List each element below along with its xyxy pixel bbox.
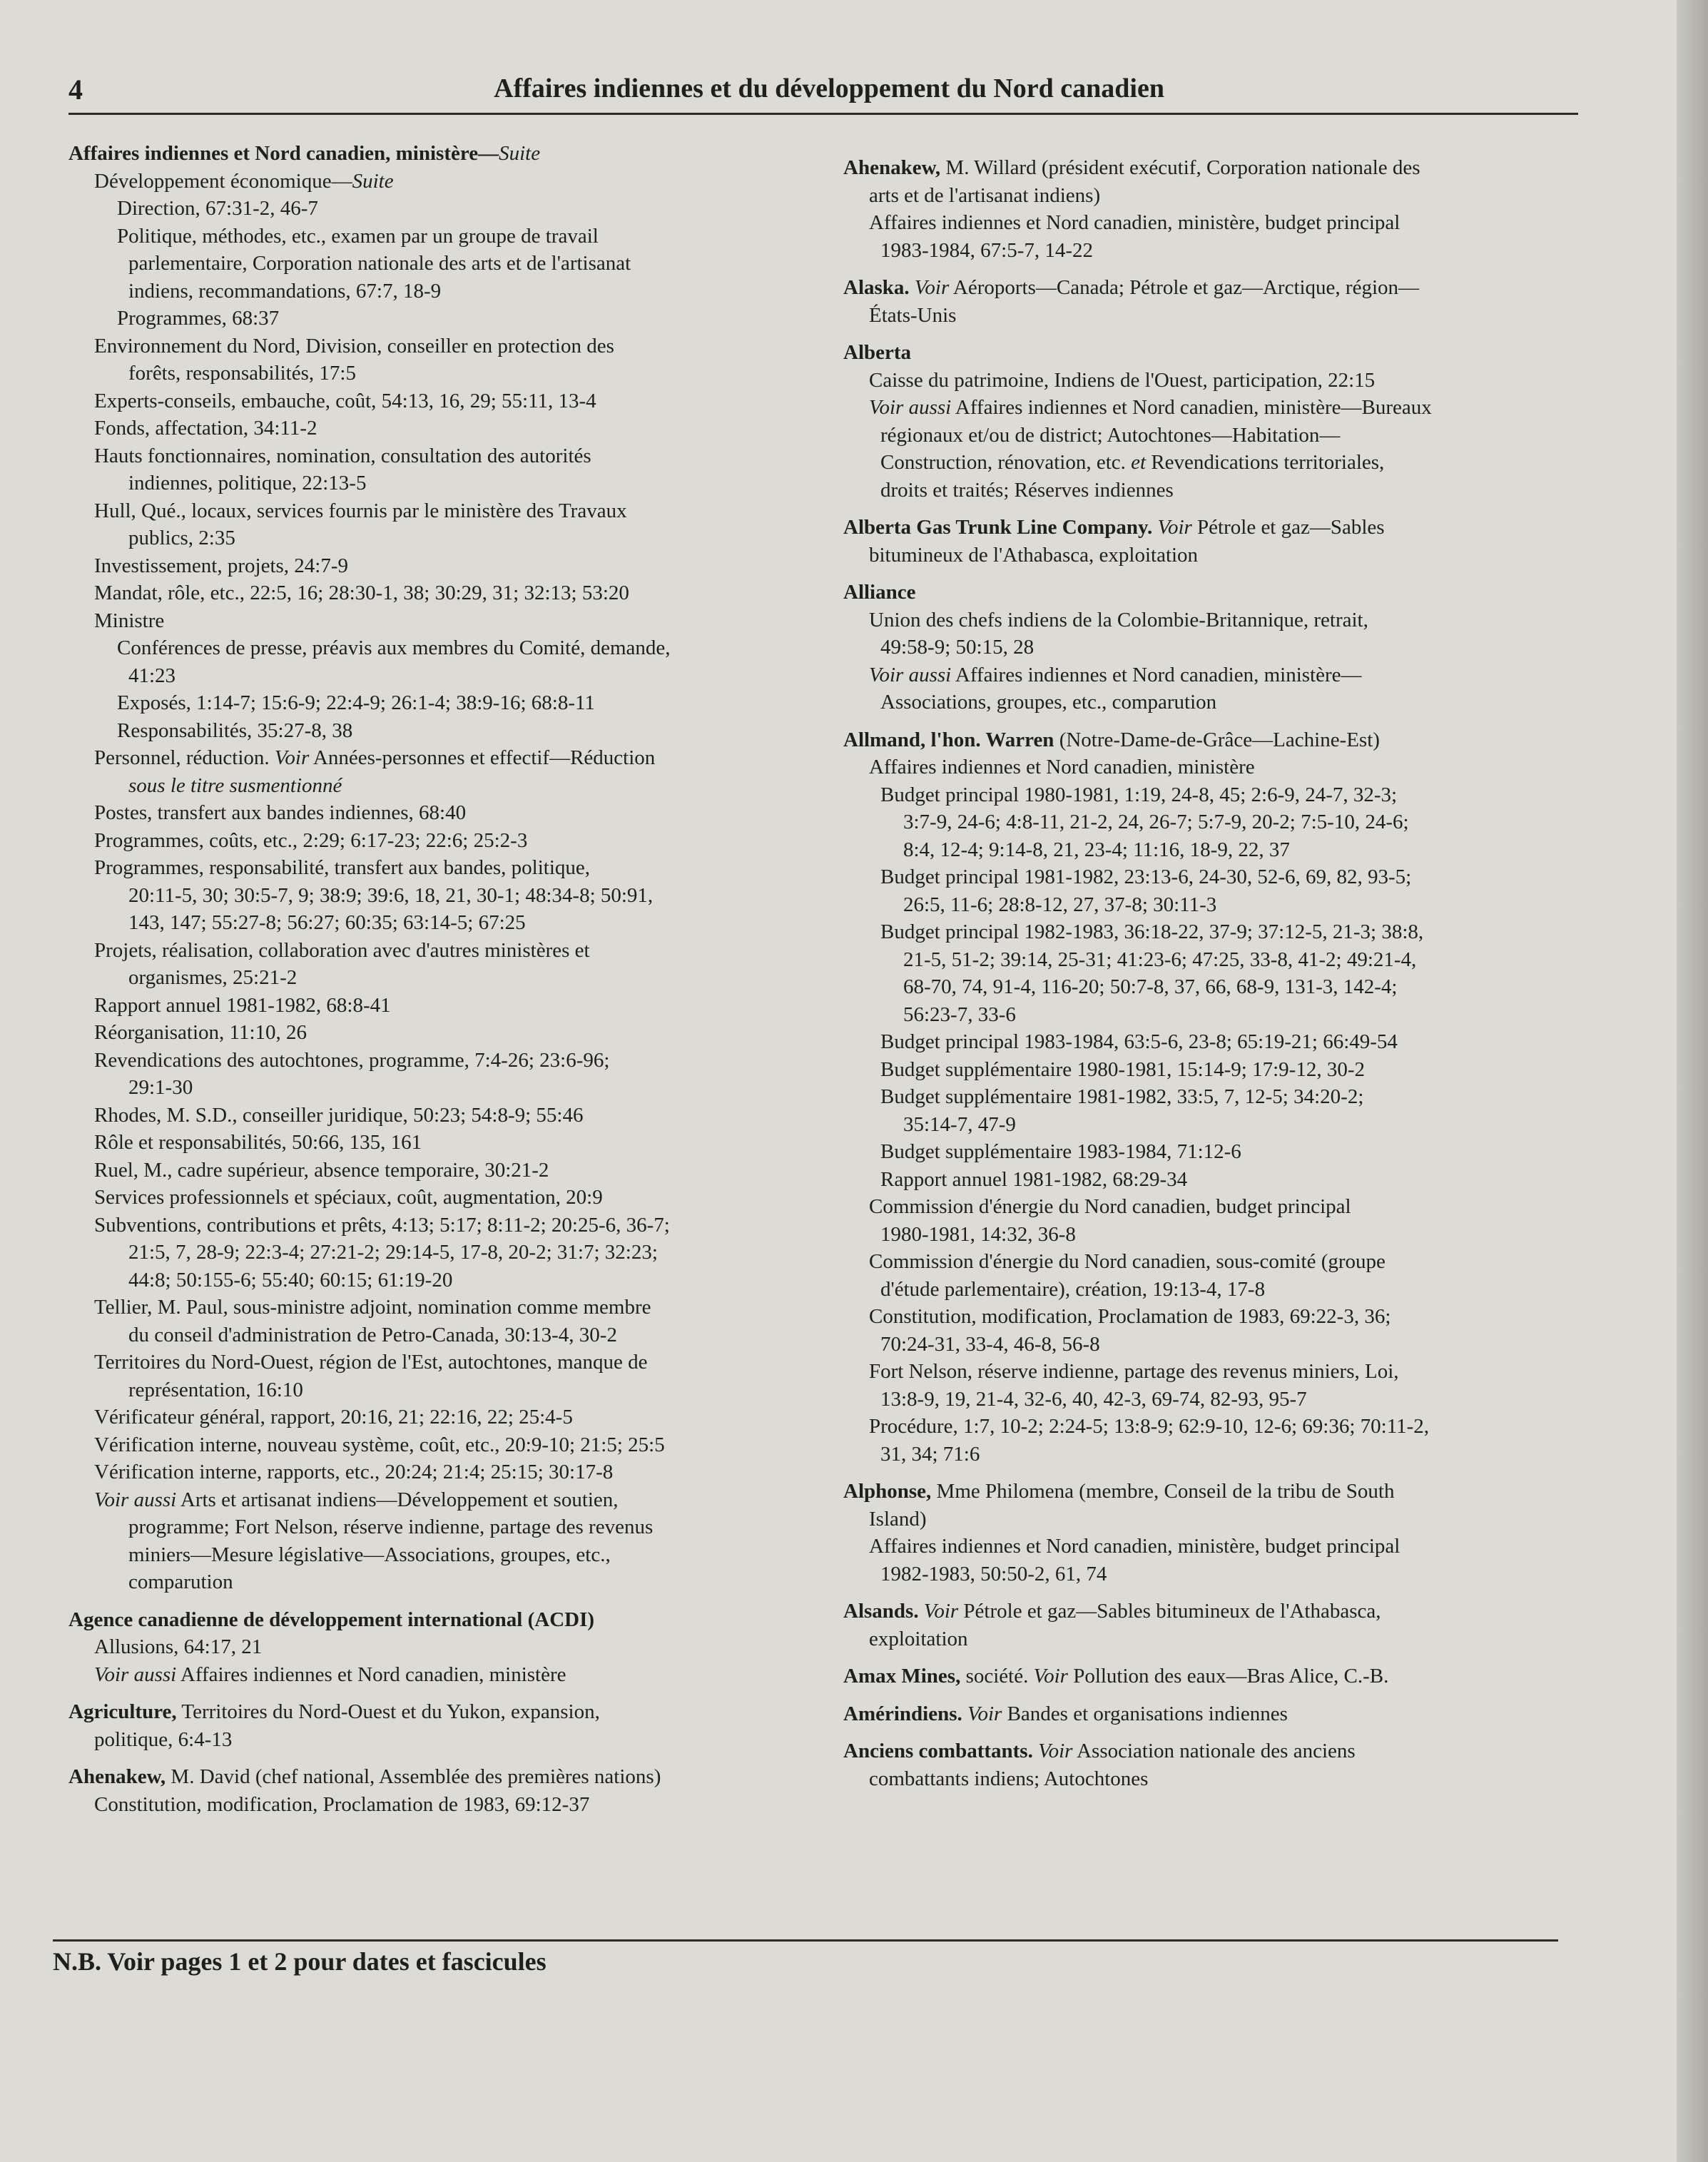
index-line <box>68 387 818 415</box>
index-italic-ref: Voir aussi <box>94 1663 177 1686</box>
index-line <box>68 360 818 387</box>
index-text: Développement économique— <box>94 169 352 193</box>
index-text: Affaires indiennes et Nord canadien, ministère—Bureaux <box>951 396 1432 419</box>
index-line <box>843 891 1578 919</box>
index-line <box>68 223 818 250</box>
index-line <box>68 195 818 223</box>
index-text: Investissement, projets, 24:7-9 <box>94 554 349 577</box>
index-text: 21-5, 51-2; 39:14, 25-31; 41:23-6; 47:25, 33-8, 41-2; 49:21-4, <box>903 948 1417 971</box>
index-text: du conseil d'administration de Petro-Canada, 30:13-4, 30-2 <box>128 1323 617 1346</box>
index-line <box>68 305 818 333</box>
index-text: 26:5, 11-6; 28:8-12, 27, 37-8; 30:11-3 <box>903 893 1217 916</box>
index-line <box>68 937 818 965</box>
index-text: Budget supplémentaire 1981-1982, 33:5, 7, 12-5; 34:20-2; <box>880 1085 1364 1108</box>
index-line <box>843 1441 1578 1468</box>
index-line <box>843 1737 1578 1765</box>
index-line <box>68 1568 818 1596</box>
index-line <box>68 1321 818 1349</box>
index-text: Hull, Qué., locaux, services fournis par le ministère des Travaux <box>94 499 627 522</box>
index-line <box>68 772 818 800</box>
index-line <box>843 1560 1578 1588</box>
index-line <box>68 1726 818 1754</box>
index-text: Direction, 67:31-2, 46-7 <box>117 197 318 220</box>
index-text: (Notre-Dame-de-Grâce—Lachine-Est) <box>1054 728 1380 751</box>
index-heading: Alberta <box>843 341 912 364</box>
index-line <box>843 1331 1578 1359</box>
index-text: Rôle et responsabilités, 50:66, 135, 161 <box>94 1131 422 1154</box>
index-text: Affaires indiennes et Nord canadien, ministère, budget principal <box>869 211 1401 234</box>
index-italic-ref: Suite <box>352 169 394 193</box>
index-line <box>843 1083 1578 1111</box>
index-line <box>68 1541 818 1569</box>
index-text: 56:23-7, 33-6 <box>903 1003 1016 1026</box>
index-italic-ref: Voir <box>1033 1665 1068 1688</box>
index-line <box>68 1074 818 1102</box>
index-text: Affaires indiennes et Nord canadien, ministère, budget principal <box>869 1535 1401 1558</box>
index-text: Réorganisation, 11:10, 26 <box>94 1021 307 1044</box>
index-line <box>843 781 1578 809</box>
index-text: 35:14-7, 47-9 <box>903 1112 1016 1136</box>
index-text: Experts-conseils, embauche, coût, 54:13, 16, 29; 55:11, 13-4 <box>94 389 596 412</box>
index-line <box>843 1248 1578 1276</box>
index-text: Rapport annuel 1981-1982, 68:29-34 <box>880 1167 1188 1191</box>
index-text: Budget principal 1983-1984, 63:5-6, 23-8; 65:19-21; 66:49-54 <box>880 1030 1398 1053</box>
index-line <box>68 854 818 882</box>
index-line <box>843 1001 1578 1029</box>
index-text: 143, 147; 55:27-8; 56:27; 60:35; 63:14-5; 67:25 <box>128 911 526 934</box>
index-heading: Affaires indiennes et Nord canadien, ministère— <box>68 142 499 165</box>
index-line <box>68 882 818 910</box>
index-line <box>843 1028 1578 1056</box>
index-text: Subventions, contributions et prêts, 4:13; 5:17; 8:11-2; 20:25-6, 36-7; <box>94 1213 670 1237</box>
index-text: Programmes, coûts, etc., 2:29; 6:17-23; 22:6; 25:2-3 <box>94 828 528 852</box>
index-line <box>68 607 818 635</box>
index-text: Exposés, 1:14-7; 15:6-9; 22:4-9; 26:1-4; 38:9-16; 68:8-11 <box>117 691 595 714</box>
index-line <box>68 1458 818 1486</box>
index-text: miniers—Mesure législative—Associations, groupes, etc., <box>128 1543 611 1566</box>
index-line <box>843 1765 1578 1793</box>
index-text: Affaires indiennes et Nord canadien, ministère <box>176 1663 566 1686</box>
index-line <box>843 542 1578 569</box>
index-line <box>68 1294 818 1321</box>
index-line <box>68 278 818 305</box>
index-line <box>843 1056 1578 1084</box>
index-text: indiennes, politique, 22:13-5 <box>128 472 367 494</box>
index-line <box>68 1129 818 1157</box>
index-text: Commission d'énergie du Nord canadien, sous-comité (groupe <box>869 1250 1386 1273</box>
index-italic-ref: Suite <box>499 142 541 165</box>
running-title: Affaires indiennes et du développement du Nord canadien <box>494 73 1164 103</box>
index-text: comparution <box>128 1570 233 1593</box>
index-italic-ref: Voir <box>1152 516 1192 539</box>
index-line <box>68 634 818 662</box>
index-line <box>68 552 818 580</box>
index-text: Vérification interne, nouveau système, coût, etc., 20:9-10; 21:5; 25:5 <box>94 1433 665 1456</box>
header-rule <box>68 113 1578 115</box>
index-line <box>68 662 818 690</box>
index-heading: Alliance <box>843 581 916 604</box>
index-line <box>843 1663 1578 1690</box>
index-line <box>68 1633 818 1661</box>
index-text: Projets, réalisation, collaboration avec d'autres ministères et <box>94 938 590 962</box>
index-line <box>843 1533 1578 1560</box>
index-text: Responsabilités, 35:27-8, 38 <box>117 719 353 742</box>
index-text: combattants indiens; Autochtones <box>869 1767 1149 1790</box>
page-header <box>68 68 1578 118</box>
index-text: 70:24-31, 33-4, 46-8, 56-8 <box>880 1332 1100 1356</box>
index-text: Conférences de presse, préavis aux membres du Comité, demande, <box>117 636 671 659</box>
index-line <box>843 1193 1578 1221</box>
index-heading: Allmand, l'hon. Warren <box>843 728 1054 751</box>
index-text: régionaux et/ou de district; Autochtones—Habitation— <box>880 423 1341 447</box>
index-text: Rapport annuel 1981-1982, 68:8-41 <box>94 993 391 1017</box>
index-text: Programmes, 68:37 <box>117 307 280 330</box>
index-text: forêts, responsabilités, 17:5 <box>128 362 356 385</box>
index-text: Island) <box>869 1507 927 1531</box>
index-text: 68-70, 74, 91-4, 116-20; 50:7-8, 37, 66, 68-9, 131-3, 142-4; <box>903 975 1398 998</box>
index-line <box>843 237 1578 265</box>
index-text: Caisse du patrimoine, Indiens de l'Ouest, participation, 22:15 <box>869 368 1376 392</box>
index-line <box>68 799 818 827</box>
index-line <box>843 367 1578 395</box>
index-text: 41:23 <box>128 664 176 687</box>
index-line <box>843 973 1578 1001</box>
index-text: Ruel, M., cadre supérieur, absence temporaire, 30:21-2 <box>94 1158 549 1182</box>
index-line <box>68 250 818 278</box>
index-heading: Ahenakew, <box>843 156 941 179</box>
index-text: Postes, transfert aux bandes indiennes, 68:40 <box>94 801 467 824</box>
index-line <box>68 1486 818 1514</box>
index-line <box>68 1404 818 1431</box>
index-text: Mandat, rôle, etc., 22:5, 16; 28:30-1, 38; 30:29, 31; 32:13; 53:20 <box>94 582 629 604</box>
index-line <box>68 689 818 717</box>
index-text: Années-personnes et effectif—Réduction <box>309 746 656 769</box>
index-line <box>68 470 818 497</box>
index-text: Commission d'énergie du Nord canadien, budget principal <box>869 1195 1351 1218</box>
index-text: Vérification interne, rapports, etc., 20:24; 21:4; 25:15; 30:17-8 <box>94 1461 614 1483</box>
index-text: Budget supplémentaire 1983-1984, 71:12-6 <box>880 1140 1241 1163</box>
index-line <box>68 579 818 607</box>
index-text: États-Unis <box>869 303 957 327</box>
index-italic-ref: Voir aussi <box>869 396 952 419</box>
index-line <box>843 514 1578 542</box>
index-line <box>843 449 1578 477</box>
index-line <box>843 274 1578 302</box>
index-line <box>68 1212 818 1239</box>
index-line <box>68 744 818 772</box>
index-heading: Alaska. <box>843 276 910 299</box>
index-italic-ref: et <box>1131 451 1147 474</box>
index-text: Affaires indiennes et Nord canadien, ministère— <box>951 663 1362 686</box>
index-text: Hauts fonctionnaires, nomination, consultation des autorités <box>94 444 591 467</box>
index-line <box>843 154 1578 182</box>
index-line <box>68 415 818 442</box>
index-line <box>68 140 818 168</box>
index-line <box>68 1513 818 1541</box>
index-line <box>68 1184 818 1212</box>
index-heading: Alsands. <box>843 1600 919 1623</box>
index-text: Union des chefs indiens de la Colombie-Britannique, retrait, <box>869 608 1368 631</box>
index-text: droits et traités; Réserves indiennes <box>880 478 1174 502</box>
index-text: Personnel, réduction. <box>94 746 275 769</box>
index-line <box>843 918 1578 946</box>
index-text: Pétrole et gaz—Sables <box>1191 516 1385 539</box>
index-text: Allusions, 64:17, 21 <box>94 1635 263 1658</box>
index-line <box>68 1376 818 1404</box>
index-line <box>843 339 1578 367</box>
index-text: Territoires du Nord-Ouest et du Yukon, expansion, <box>176 1700 600 1723</box>
index-heading: Alberta Gas Trunk Line Company. <box>843 516 1153 539</box>
index-line <box>843 209 1578 237</box>
index-line <box>843 1625 1578 1653</box>
index-text: 49:58-9; 50:15, 28 <box>880 636 1035 659</box>
index-text: Revendications territoriales, <box>1146 451 1385 474</box>
index-line <box>843 1303 1578 1331</box>
index-text: publics, 2:35 <box>128 527 235 549</box>
index-italic-ref: Voir <box>909 276 950 299</box>
index-text: bitumineux de l'Athabasca, exploitation <box>869 543 1199 567</box>
index-line <box>68 1763 818 1791</box>
index-text: 1983-1984, 67:5-7, 14-22 <box>880 238 1094 262</box>
index-line <box>843 1386 1578 1414</box>
index-line <box>843 661 1578 689</box>
index-heading: Anciens combattants. <box>843 1740 1033 1762</box>
index-italic-ref: sous le titre susmentionné <box>128 773 342 797</box>
index-text: Mme Philomena (membre, Conseil de la tribu de South <box>931 1480 1395 1503</box>
index-text: Associations, groupes, etc., comparution <box>880 691 1217 714</box>
index-text: Arts et artisanat indiens—Développement et soutien, <box>176 1488 619 1511</box>
index-italic-ref: Voir aussi <box>94 1488 177 1511</box>
index-text: Budget principal 1982-1983, 36:18-22, 37-9; 37:12-5, 21-3; 38:8, <box>880 920 1424 943</box>
index-line <box>68 1349 818 1376</box>
right-index-column <box>843 154 1578 1792</box>
index-text: exploitation <box>869 1627 968 1650</box>
index-line <box>68 1102 818 1130</box>
index-text: programme; Fort Nelson, réserve indienne, partage des revenus <box>128 1516 654 1538</box>
index-text: Rhodes, M. S.D., conseiller juridique, 50:23; 54:8-9; 55:46 <box>94 1103 584 1127</box>
index-line <box>68 992 818 1020</box>
index-line <box>68 1661 818 1689</box>
index-line <box>843 836 1578 864</box>
index-text: Budget principal 1981-1982, 23:13-6, 24-30, 52-6, 69, 82, 93-5; <box>880 866 1412 888</box>
index-line <box>68 524 818 552</box>
index-text: Pétrole et gaz—Sables bitumineux de l'Athabasca, <box>958 1600 1381 1623</box>
index-text: Procédure, 1:7, 10-2; 2:24-5; 13:8-9; 62:9-10, 12-6; 69:36; 70:11-2, <box>869 1415 1430 1438</box>
index-line <box>68 1239 818 1267</box>
index-line <box>68 1019 818 1047</box>
index-text: Pollution des eaux—Bras Alice, C.-B. <box>1067 1665 1389 1688</box>
index-text: M. David (chef national, Assemblée des premières nations) <box>166 1765 661 1788</box>
index-line <box>843 1111 1578 1139</box>
index-line <box>843 182 1578 210</box>
index-text: 44:8; 50:155-6; 55:40; 60:15; 61:19-20 <box>128 1268 453 1291</box>
index-heading: Amérindiens. <box>843 1702 962 1725</box>
index-text: Fonds, affectation, 34:11-2 <box>94 417 317 440</box>
index-text: Tellier, M. Paul, sous-ministre adjoint, nomination comme membre <box>94 1296 651 1319</box>
index-line <box>843 607 1578 634</box>
index-heading: Ahenakew, <box>68 1765 166 1788</box>
index-text: Fort Nelson, réserve indienne, partage des revenus miniers, Loi, <box>869 1360 1399 1383</box>
index-text: arts et de l'artisanat indiens) <box>869 183 1101 207</box>
index-heading: Agence canadienne de développement international (ACDI) <box>68 1608 595 1631</box>
index-text: politique, 6:4-13 <box>94 1727 233 1751</box>
index-line <box>843 689 1578 716</box>
index-line <box>843 1700 1578 1728</box>
index-text: Constitution, modification, Proclamation de 1983, 69:12-37 <box>94 1792 590 1816</box>
index-line <box>843 1166 1578 1194</box>
index-line <box>68 497 818 525</box>
page-edge <box>1677 0 1708 2162</box>
index-line <box>843 946 1578 974</box>
index-text: organismes, 25:21-2 <box>128 966 298 989</box>
left-index-column <box>68 140 818 1818</box>
index-text: d'étude parlementaire), création, 19:13-4, 17-8 <box>880 1277 1266 1301</box>
index-text: société. <box>960 1665 1034 1688</box>
index-line <box>843 808 1578 836</box>
index-text: indiens, recommandations, 67:7, 18-9 <box>128 279 442 303</box>
index-text: 3:7-9, 24-6; 4:8-11, 21-2, 24, 26-7; 5:7-9, 20-2; 7:5-10, 24-6; <box>903 811 1409 833</box>
index-text: Aéroports—Canada; Pétrole et gaz—Arctique, région— <box>949 276 1420 299</box>
index-text: Constitution, modification, Proclamation de 1983, 69:22-3, 36; <box>869 1305 1391 1328</box>
index-text: 20:11-5, 30; 30:5-7, 9; 38:9; 39:6, 18, 21, 30-1; 48:34-8; 50:91, <box>128 883 654 907</box>
index-line <box>68 1267 818 1294</box>
index-text: Construction, rénovation, etc. <box>880 451 1132 474</box>
index-text: parlementaire, Corporation nationale des arts et de l'artisanat <box>128 252 631 275</box>
index-text: 1980-1981, 14:32, 36-8 <box>880 1222 1076 1246</box>
index-line <box>843 1138 1578 1166</box>
index-line <box>843 1506 1578 1533</box>
index-line <box>68 168 818 196</box>
index-line <box>68 909 818 937</box>
index-line <box>68 1431 818 1459</box>
index-text: M. Willard (président exécutif, Corporation nationale des <box>940 156 1420 179</box>
index-text: Programmes, responsabilité, transfert aux bandes, politique, <box>94 856 591 879</box>
index-text: Territoires du Nord-Ouest, région de l'Est, autochtones, manque de <box>94 1351 648 1374</box>
index-text: Association nationale des anciens <box>1072 1740 1356 1762</box>
page-number: 4 <box>68 73 83 106</box>
index-line <box>843 634 1578 661</box>
index-line <box>843 863 1578 891</box>
index-line <box>843 477 1578 504</box>
index-line <box>843 726 1578 754</box>
index-italic-ref: Voir <box>962 1702 1002 1725</box>
index-italic-ref: Voir <box>918 1600 959 1623</box>
footer-rule <box>53 1939 1558 1942</box>
index-line <box>68 1791 818 1819</box>
index-line <box>68 717 818 745</box>
index-text: 29:1-30 <box>128 1076 193 1099</box>
index-text: Environnement du Nord, Division, conseiller en protection des <box>94 334 614 357</box>
index-line <box>843 579 1578 607</box>
index-line <box>68 1698 818 1726</box>
index-heading: Amax Mines, <box>843 1665 961 1688</box>
index-line <box>843 302 1578 330</box>
index-line <box>68 964 818 992</box>
index-italic-ref: Voir <box>1032 1740 1073 1762</box>
index-text: Budget supplémentaire 1980-1981, 15:14-9; 17:9-12, 30-2 <box>880 1057 1365 1081</box>
index-text: représentation, 16:10 <box>128 1378 303 1401</box>
index-line <box>68 1047 818 1075</box>
index-text: 13:8-9, 19, 21-4, 32-6, 40, 42-3, 69-74, 82-93, 95-7 <box>880 1387 1307 1411</box>
index-text: 1982-1983, 50:50-2, 61, 74 <box>880 1562 1107 1585</box>
index-italic-ref: Voir <box>274 746 310 769</box>
index-text: Vérificateur général, rapport, 20:16, 21; 22:16, 22; 25:4-5 <box>94 1406 573 1428</box>
index-line <box>843 1413 1578 1441</box>
footer-note: N.B. Voir pages 1 et 2 pour dates et fascicules <box>53 1947 547 1976</box>
index-line <box>843 422 1578 450</box>
index-text: Services professionnels et spéciaux, coût, augmentation, 20:9 <box>94 1186 603 1209</box>
index-line <box>68 1606 818 1634</box>
index-text: Ministre <box>94 609 165 632</box>
index-text: Bandes et organisations indiennes <box>1002 1702 1288 1725</box>
index-text: 31, 34; 71:6 <box>880 1442 980 1466</box>
index-text: Affaires indiennes et Nord canadien, ministère <box>869 756 1255 778</box>
index-line <box>843 1358 1578 1386</box>
index-line <box>68 827 818 855</box>
index-text: Budget principal 1980-1981, 1:19, 24-8, 45; 2:6-9, 24-7, 32-3; <box>880 783 1398 806</box>
index-text: 8:4, 12-4; 9:14-8, 21, 23-4; 11:16, 18-9, 22, 37 <box>903 838 1290 861</box>
index-text: Politique, méthodes, etc., examen par un groupe de travail <box>117 224 599 248</box>
index-line <box>843 1276 1578 1304</box>
index-line <box>843 1221 1578 1249</box>
index-line <box>68 1157 818 1184</box>
index-text: Revendications des autochtones, programme, 7:4-26; 23:6-96; <box>94 1048 610 1072</box>
index-italic-ref: Voir aussi <box>869 663 952 686</box>
index-line <box>843 753 1578 781</box>
index-heading: Agriculture, <box>68 1700 177 1723</box>
index-line <box>843 394 1578 422</box>
index-line <box>68 333 818 360</box>
index-heading: Alphonse, <box>843 1480 932 1503</box>
index-line <box>843 1598 1578 1625</box>
index-text: 21:5, 7, 28-9; 22:3-4; 27:21-2; 29:14-5, 17-8, 20-2; 31:7; 32:23; <box>128 1241 658 1264</box>
index-line <box>68 442 818 470</box>
index-line <box>843 1478 1578 1506</box>
